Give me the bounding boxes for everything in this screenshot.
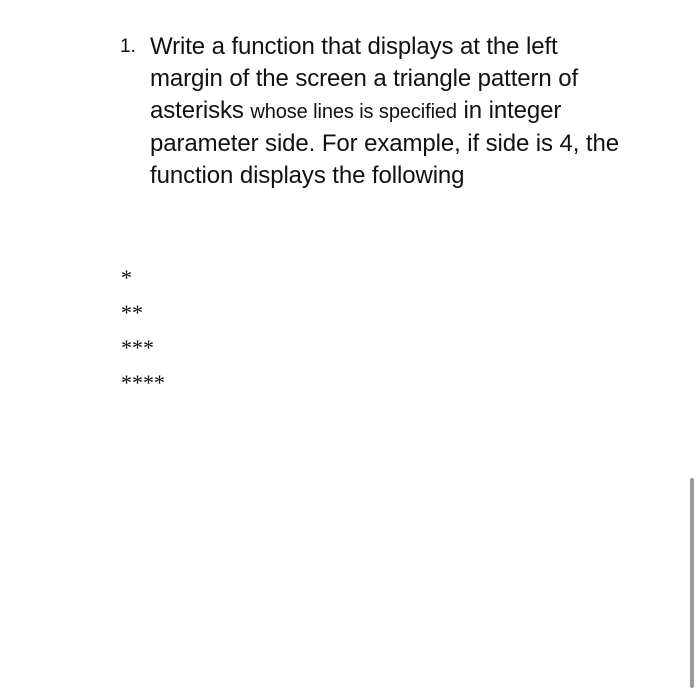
question-text-span: margin of the screen a triangle pattern of (150, 65, 579, 92)
question-text-span: asterisks (150, 97, 251, 124)
question-item (120, 31, 665, 192)
question-line (150, 95, 619, 128)
question-number: 1. (120, 36, 136, 57)
question-line (150, 128, 619, 160)
pattern-line: ** (121, 300, 143, 325)
question-text-span: in integer (456, 97, 562, 124)
question-text-span: function displays the following (150, 162, 465, 189)
pattern-line: **** (121, 370, 165, 395)
question-text (150, 31, 619, 192)
question-line (150, 63, 619, 95)
question-text-span: Write a function that displays at the left (150, 33, 558, 60)
vertical-scrollbar[interactable] (690, 478, 694, 688)
question-line (150, 160, 619, 192)
pattern-line: *** (121, 335, 154, 360)
question-text-span: parameter side. For example, if side is 4, the (150, 130, 619, 157)
asterisk-triangle-pattern (121, 260, 165, 400)
pattern-line: * (121, 265, 132, 290)
question-text-span-small: whose lines is specified (250, 101, 457, 123)
question-line (150, 31, 619, 63)
